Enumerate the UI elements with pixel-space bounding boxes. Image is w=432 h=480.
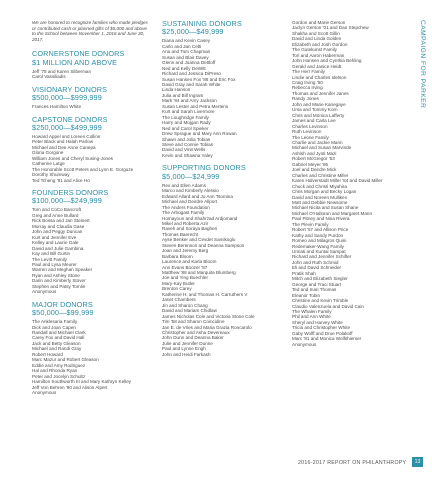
section-range: $50,000—$99,999 xyxy=(32,307,94,317)
donor-name: Marc '81 and Monica Wolfshiemer xyxy=(292,336,362,342)
donor-list xyxy=(162,183,280,358)
donor-name: Diana and Kevin Casey xyxy=(162,38,211,44)
donor-name: Mitch and Elizabeth Siegler xyxy=(292,276,348,282)
donor-name: James Nicholas Cole and Victoria Stone Cole xyxy=(162,313,255,319)
donor-name: John and Peggy Duncan xyxy=(32,229,83,235)
donor-name: Michael and Dee Anne Canepa xyxy=(32,144,96,150)
donor-name: Drew Sprague and Mary Ann Rowan xyxy=(162,131,237,137)
section-title: MAJOR DONORS xyxy=(32,299,93,309)
donor-name: Stephen and Patsy Tomlin xyxy=(32,283,86,289)
donor-name: Ayse Benker and Cevdet Samikoglu xyxy=(162,237,236,243)
column-3 xyxy=(292,20,410,353)
donor-name: The Anders Foundation xyxy=(162,204,210,210)
donor-name: Unnati and Kuntal Sampat xyxy=(292,249,346,255)
donor-name: Edward Allard and Jo Ann Tsomina xyxy=(162,193,233,199)
donor-name: Kay and Bill Gurtin xyxy=(32,251,71,257)
donor-name: Thomas Baerecht xyxy=(162,231,199,237)
donor-name: Kurt and Jennifer Eve xyxy=(32,234,77,240)
donor-name: Janet Chambers xyxy=(162,297,196,303)
donor-name: Claudio Valenzuela and David Cain xyxy=(292,303,364,309)
section-title: CORNERSTONE DONORS xyxy=(32,49,125,59)
donor-section xyxy=(32,189,150,295)
donor-name: Mary-Kay Butler xyxy=(162,280,195,286)
donor-name: Redemaker-Wang Family xyxy=(292,243,344,249)
donor-name: Ted and Inari Thomas xyxy=(292,287,337,293)
donor-name: Michael and Deirdre Allport xyxy=(162,199,218,205)
donor-name: David and Julie Gambina xyxy=(32,245,84,251)
donor-name: Charles and Christine Miller xyxy=(292,172,349,178)
donor-name: Tim '58 and Sharon Coincidine xyxy=(162,319,225,325)
section-range: $500,000—$999,999 xyxy=(32,92,102,102)
donor-name: Kelley and Laurie Gale xyxy=(32,240,79,246)
section-title: CAPSTONE DONORS xyxy=(32,114,108,124)
section-range: $1 MILLION AND ABOVE xyxy=(32,57,118,67)
donor-name: Ted Tcheng '81 and Alice Ho xyxy=(32,177,90,183)
donor-name: Barbara Bloom xyxy=(162,253,193,259)
donor-list xyxy=(292,20,410,347)
donor-name: Hal and Rhonda Ryan xyxy=(32,368,78,374)
section-range: $100,000—$249,999 xyxy=(32,196,102,206)
donor-name: Michael Nicita and Susan Shane xyxy=(292,205,359,211)
donor-name: Glenn and Joanna Dettloff xyxy=(162,60,216,66)
donor-section xyxy=(292,20,410,347)
donor-section xyxy=(162,20,280,158)
donor-name: John and Ruth Schmid xyxy=(292,259,339,265)
campaign-sidebar xyxy=(416,20,428,160)
donor-name: Gaby Wolff and Drue Polakoff xyxy=(292,330,353,336)
donor-list xyxy=(32,134,150,183)
donor-name: Anonymous xyxy=(32,389,57,395)
donor-name: The Arbogast Family xyxy=(162,210,205,216)
donor-name: Chuck and Christi Miyahira xyxy=(292,183,347,189)
donor-name: Paul Pitney and Nina Rivera xyxy=(292,216,350,222)
donor-name: Ana and Tom Chapman xyxy=(162,49,211,55)
donor-name: Laurence and Karla Bloom xyxy=(162,259,217,265)
donor-name: Phil and Ann White xyxy=(292,314,331,320)
section-title: VISIONARY DONORS xyxy=(32,84,108,94)
section-range: $5,000—$24,999 xyxy=(162,171,220,181)
donor-name: Randall and Michael Clark xyxy=(32,330,86,335)
donor-section xyxy=(32,50,150,79)
donor-name: Greg and Anne Bullard xyxy=(32,212,79,218)
donor-name: Gordon and Marie Gerson xyxy=(292,20,346,25)
section-title: FOUNDERS DONORS xyxy=(32,188,109,198)
donor-name: Tom and CoCo Bancroft xyxy=(32,207,82,213)
donor-name: The Gutekunst Family xyxy=(292,47,337,53)
donor-name: Shawn and Julia Tobias xyxy=(162,136,211,142)
donor-name: Rebecca Irving xyxy=(292,85,323,91)
donor-name: Paul and Lysa Meurer xyxy=(32,261,77,267)
donor-name: Mark '84 and Amy Jackson xyxy=(162,98,217,104)
donor-name: Tori and Aaron Haberman xyxy=(292,52,345,58)
donor-section xyxy=(32,86,150,110)
donor-name: Brenton Carey xyxy=(162,286,192,292)
donor-list xyxy=(32,104,150,109)
donor-name: Michael O'Halloran and Margaret Mann xyxy=(292,210,373,216)
donor-name: Kevin and Shawna Yaley xyxy=(162,152,213,158)
donor-name: The Levitt Family xyxy=(32,256,67,262)
donor-name: Rick Bossa and Jan Steinert xyxy=(32,218,90,224)
column-1 xyxy=(32,20,150,401)
donor-name: Charlie and Jackie Mann xyxy=(292,139,343,145)
donor-name: The Whalen Family xyxy=(292,309,332,315)
donor-name: Darin and Kimberly Stover xyxy=(32,278,86,284)
donor-name: Gerald and Janice Heidt xyxy=(292,63,342,69)
donor-name: Raveh and Soraya Bagheri xyxy=(162,226,218,232)
donor-name: John Hansen and Cynthia Behling xyxy=(292,58,362,64)
donor-list xyxy=(32,207,150,294)
donor-name: Joel and Deirdre Mick xyxy=(292,167,337,173)
donor-name: George and Traci Stuart xyxy=(292,281,342,287)
donor-name: Shakha and Scott Gillin xyxy=(292,30,340,36)
sidebar-title: CAMPAIGN FOR PARKER xyxy=(419,20,426,109)
donor-section xyxy=(32,116,150,183)
donor-name: The Loughridge Family xyxy=(162,114,209,120)
donor-name: Jack and Betty Gleason xyxy=(32,340,81,346)
donor-name: David Gray and Sarah White xyxy=(162,82,221,88)
donor-name: John Dunn and Deanna Baker xyxy=(162,335,224,341)
donor-name: Robert Howard xyxy=(32,351,63,357)
donor-name: Peter and Jocelyn Schultz xyxy=(32,373,86,379)
donor-name: Ann Evans Boozer '87 xyxy=(162,264,208,270)
donor-name: The Leone Family xyxy=(292,134,329,140)
section-title: SUPPORTING DONORS xyxy=(162,163,246,173)
donor-name: Hamilton Southworth III and Mary Kathryn Kelley xyxy=(32,379,132,385)
donor-name: Matt and Debbie Newsome xyxy=(292,199,348,205)
donor-section xyxy=(32,301,150,396)
donor-name: Susan Hansen Fox '86 and Eric Fox xyxy=(162,76,236,82)
donor-name: Steve and Connie Tobias xyxy=(162,142,213,148)
donor-name: Jeff '75 and Karen Silberman xyxy=(32,68,92,74)
donor-name: Charles Levinson xyxy=(292,123,328,129)
donor-name: Rex and Ellen Adams xyxy=(162,182,206,188)
donor-name: Eli and David Schneider xyxy=(292,265,342,271)
donor-name: Steven Berenson and Deanna Sampson xyxy=(162,242,245,248)
donor-name: The Herr Family xyxy=(292,69,325,75)
donor-name: Anonymous xyxy=(32,289,57,295)
donor-name: Susan and Blair Davey xyxy=(162,54,209,60)
donor-name: James and Carla Lee xyxy=(292,118,336,124)
section-range: $250,000—$499,999 xyxy=(32,122,102,132)
donor-name: Elizabeth and Josh Gordon xyxy=(292,41,348,47)
donor-name: Richard and Jessica DiPreso xyxy=(162,71,221,77)
donor-list xyxy=(32,319,150,395)
column-2 xyxy=(162,20,280,363)
section-range: $25,000—$49,999 xyxy=(162,27,224,37)
donor-name: Katherine H. and Thomas H. Carruthers V xyxy=(162,291,248,297)
donor-name: Ned and Kelly DeWitt xyxy=(162,65,206,71)
donor-name: Christopher and Asha Devereaux xyxy=(162,330,230,336)
donor-name: Jeff Von Behren '90 and Alison Alpert xyxy=(32,384,108,390)
donor-name: The Honorable Scott Peters and Lynn E. Gorguze xyxy=(32,166,134,172)
donor-name: Sheryl and Harvey White xyxy=(292,319,343,325)
donor-name: Michael and Randi Gray xyxy=(32,346,82,352)
donor-name: John and Heidi Farkash xyxy=(162,351,211,357)
donor-name: Susan Lester and Petra Mertens xyxy=(162,103,229,109)
donor-name: Eddie and Amy Rodriguez xyxy=(32,362,86,368)
donor-name: John and Marie Kanegaye xyxy=(292,101,346,107)
donor-name: Ned and Carol Spieker xyxy=(162,125,209,131)
donor-name: Howard Appel and Loreen Collins xyxy=(32,133,101,139)
donor-name: Robert '57 and Allison Price xyxy=(292,227,349,233)
donor-name: Dorothy Shumway xyxy=(32,172,70,178)
donor-name: Jaclyn Gerson '01 and Dan Stepchew xyxy=(292,25,369,31)
donor-name: Michael and Susan Marvinde xyxy=(292,145,352,151)
donor-name: Anonymous xyxy=(292,341,317,347)
donor-list xyxy=(32,69,150,80)
donor-name: Matthew '88 and Marquita Blumberg xyxy=(162,270,236,276)
donor-name: Catherine Lutge xyxy=(32,161,65,167)
donor-name: Jin and Sharon Chang xyxy=(162,302,208,308)
donor-name: Craig Irving '80 xyxy=(292,79,323,85)
donor-name: Ursa and Tommy Korn xyxy=(292,107,338,113)
donor-name: Julie and Jennifer Dunne xyxy=(162,340,213,346)
donor-name: Richard and Jennifer Schifter xyxy=(292,254,352,260)
donor-name: Julia and Bill Ingram xyxy=(162,92,204,98)
donor-name: Carey Fox and David Hall xyxy=(32,335,85,341)
donor-name: Pratik Shah xyxy=(292,270,316,276)
donor-name: Marc Mazur and Robert Gleason xyxy=(32,357,99,363)
donor-name: Eleanor Tobin xyxy=(292,292,321,298)
donor-name: Joe and Ying Buechler xyxy=(162,275,208,281)
donor-name: Marco and Kimberly Alessio xyxy=(162,188,219,194)
donor-name: David and Vinit Wells xyxy=(162,147,206,153)
donor-name: Thomas and Jennifer Janes xyxy=(292,90,349,96)
donor-name: David and Mariam Chidlaw xyxy=(162,308,217,314)
donor-name: Christine and Kevin Trimble xyxy=(292,298,349,304)
donor-name: Kurt and Sarah Livermore xyxy=(162,109,215,115)
donor-name: Chris and Monica Lafferty xyxy=(292,112,345,118)
footer-text: 2016-2017 REPORT ON PHILANTHROPY xyxy=(298,460,407,466)
section-title: SUSTAINING DONORS xyxy=(162,19,242,28)
donor-name: Homayoun and Shahrzad Ardjomand xyxy=(162,215,238,221)
donor-name: Ruth Levinson xyxy=(292,129,322,135)
donor-name: Karen Halverstadt Miller '84 and David Miller xyxy=(292,178,383,184)
donor-name: Warren and Meghan Speaker xyxy=(32,267,93,273)
donor-name: Mikel and Roberta Azir xyxy=(162,220,209,226)
donor-name: Chris Morgan and Becky Logan xyxy=(292,189,357,195)
donor-name: David and Noreen Mulliken xyxy=(292,194,348,200)
page-number: 13 xyxy=(412,457,423,467)
donor-name: William Jones and Cheryl Susing-Jones xyxy=(32,155,113,161)
donor-name: The Anklesaria Family xyxy=(32,319,78,325)
donor-name: David and Linda Golden xyxy=(292,36,342,42)
intro-text: We are honored to recognize families who made pledges or contributed cash or planned gifts of $5,000 and above to the School between November 1, 2016 and June 30, 2017. xyxy=(32,20,148,42)
donor-name: Peter Black and Halah Parlow xyxy=(32,139,94,145)
donor-name: Murray and Claudia Gase xyxy=(32,223,85,229)
donor-name: Joan and Jeremy Berg xyxy=(162,248,209,254)
donor-name: Jan E. de Vries and Maria Grazia Roncarolo xyxy=(162,324,252,330)
donor-name: The Plevin Family xyxy=(292,221,329,227)
donor-name: Kathy and Sandy Purdon xyxy=(292,232,344,238)
donor-name: Dick and Joan Capen xyxy=(32,324,76,330)
donor-list xyxy=(162,38,280,158)
donor-name: Gabriel Meyer '95 xyxy=(292,161,329,167)
donor-name: Tricia and Christopher White xyxy=(292,325,351,331)
donor-name: Ryan and Ashley Stone xyxy=(32,272,80,278)
donor-name: Frances Hamilton White xyxy=(32,104,82,110)
donor-section xyxy=(162,164,280,357)
donor-name: Carol Vassiliadis xyxy=(32,74,66,80)
donor-name: Robert McGregor '53 xyxy=(292,156,335,162)
donor-name: Paul and Lynne Engh xyxy=(162,346,206,352)
donor-name: Romeo and Milagros Quini xyxy=(292,238,347,244)
donor-name: Harry and Mojgan Rady xyxy=(162,120,211,126)
donor-name: Lindie and Charles Idelson xyxy=(292,74,347,80)
donor-name: Gloria Gorgone xyxy=(32,150,64,156)
donor-name: Ashish and Jyoti Mazi xyxy=(292,150,337,156)
donor-name: Randy Jones xyxy=(292,96,319,102)
donor-name: Carlo and Jan Cetti xyxy=(162,43,202,49)
donor-name: Linda Hanson xyxy=(162,87,191,93)
